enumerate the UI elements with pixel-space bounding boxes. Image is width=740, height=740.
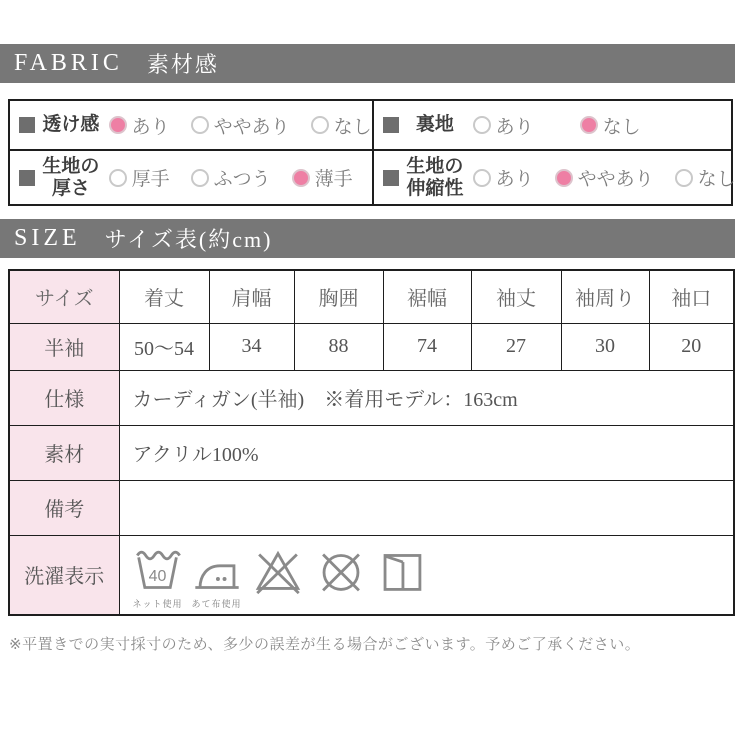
fabric-header-en: FABRIC: [14, 50, 123, 76]
measurement-cell: 88: [294, 323, 383, 370]
fabric-row-stretch: [372, 149, 736, 204]
column-header: サイズ: [9, 270, 119, 323]
care-symbols-cell: [119, 535, 734, 615]
square-bullet-icon: [19, 117, 35, 133]
radio-icon[interactable]: [191, 169, 209, 187]
radio-option-label: ふつう: [213, 169, 271, 190]
care-caption: あて布使用: [191, 599, 242, 610]
care-row: [9, 535, 734, 615]
material-row-label: 素材: [9, 425, 119, 480]
size-row-label: 半袖: [9, 323, 119, 370]
dry-in-shade-icon: [377, 547, 427, 608]
radio-icon[interactable]: [473, 169, 491, 187]
column-header: 袖周り: [561, 270, 649, 323]
size-header-en: SIZE: [14, 225, 81, 251]
radio-icon[interactable]: [675, 169, 693, 187]
square-bullet-icon: [19, 170, 35, 186]
radio-option-label: なし: [697, 169, 736, 190]
spec-row-label: 仕様: [9, 370, 119, 425]
fabric-row-label: 透け感: [42, 114, 100, 136]
radio-icon[interactable]: [191, 116, 209, 134]
care-row-label: 洗濯表示: [9, 535, 119, 615]
size-measurements-row: [9, 323, 734, 370]
radio-option[interactable]: [109, 112, 170, 139]
measurement-cell: 30: [561, 323, 649, 370]
radio-group-sheerness: [109, 112, 372, 139]
wash-40-icon: [133, 547, 183, 608]
column-header: 裾幅: [383, 270, 471, 323]
radio-option-label: 厚手: [131, 169, 170, 190]
radio-option[interactable]: [311, 112, 372, 139]
remarks-row-label: 備考: [9, 480, 119, 535]
radio-icon[interactable]: [311, 116, 329, 134]
measurement-cell: 50〜54: [119, 323, 209, 370]
material-row-value: アクリル100%: [119, 425, 734, 480]
column-header: 胸囲: [294, 270, 383, 323]
care-caption: ネット使用: [132, 599, 183, 610]
radio-option-label: ややあり: [213, 116, 290, 138]
radio-option[interactable]: [109, 164, 170, 191]
radio-group-thickness: [109, 164, 353, 191]
radio-group-lining: [473, 112, 687, 139]
fabric-header-ja: 素材感: [146, 52, 219, 77]
radio-option[interactable]: [292, 164, 353, 191]
size-section-header: [0, 219, 735, 258]
fabric-table: [8, 99, 736, 206]
radio-icon[interactable]: [555, 169, 573, 187]
column-header: 肩幅: [209, 270, 294, 323]
radio-icon[interactable]: [473, 116, 491, 134]
square-bullet-icon: [383, 170, 399, 186]
size-table-header-row: [9, 270, 734, 323]
radio-option-label: ややあり: [577, 169, 654, 190]
radio-group-stretch: [473, 164, 736, 191]
no-dry-clean-icon: [314, 547, 368, 608]
fabric-row-lining: [372, 101, 733, 149]
fabric-row-sheerness: [10, 101, 372, 149]
spec-row: [9, 370, 734, 425]
radio-option[interactable]: [191, 112, 290, 139]
radio-option[interactable]: [191, 164, 271, 191]
fabric-row-label: 生地の伸縮性: [406, 156, 464, 199]
remarks-row: [9, 480, 734, 535]
size-table: [8, 269, 735, 616]
radio-option[interactable]: [473, 164, 534, 191]
measurement-cell: 34: [209, 323, 294, 370]
radio-option-label: あり: [131, 116, 170, 138]
radio-icon[interactable]: [580, 116, 598, 134]
product-spec-page: [0, 44, 740, 740]
radio-option-label: あり: [495, 116, 534, 138]
radio-option[interactable]: [555, 164, 654, 191]
remarks-row-value: [119, 480, 734, 535]
fabric-row-thickness: [10, 149, 372, 204]
radio-option[interactable]: [473, 112, 534, 139]
iron-with-cloth-icon: [192, 547, 242, 608]
radio-icon[interactable]: [109, 116, 127, 134]
radio-option-label: 薄手: [314, 169, 353, 190]
radio-option[interactable]: [580, 112, 641, 139]
material-row: [9, 425, 734, 480]
measurement-cell: 74: [383, 323, 471, 370]
square-bullet-icon: [383, 117, 399, 133]
column-header: 袖口: [649, 270, 734, 323]
fabric-row-label: 裏地: [415, 114, 454, 136]
size-header-ja: サイズ表(約cm): [104, 227, 273, 252]
radio-icon[interactable]: [109, 169, 127, 187]
fabric-section-header: [0, 44, 735, 83]
fabric-row-label: 生地の厚さ: [42, 156, 100, 199]
radio-icon[interactable]: [292, 169, 310, 187]
measurement-cell: 27: [471, 323, 561, 370]
column-header: 着丈: [119, 270, 209, 323]
measurement-cell: 20: [649, 323, 734, 370]
svg-text:40: 40: [148, 568, 166, 586]
radio-option-label: あり: [495, 169, 534, 190]
footer-note: ※平置きでの実寸採寸のため、多少の誤差が生る場合がございます。予めご了承ください。: [9, 636, 641, 653]
radio-option-label: なし: [602, 116, 641, 138]
no-bleach-icon: [251, 547, 305, 608]
column-header: 袖丈: [471, 270, 561, 323]
radio-option[interactable]: [675, 164, 736, 191]
spec-row-value: カーディガン(半袖) ※着用モデル：163cm: [119, 370, 734, 425]
radio-option-label: なし: [333, 116, 372, 138]
